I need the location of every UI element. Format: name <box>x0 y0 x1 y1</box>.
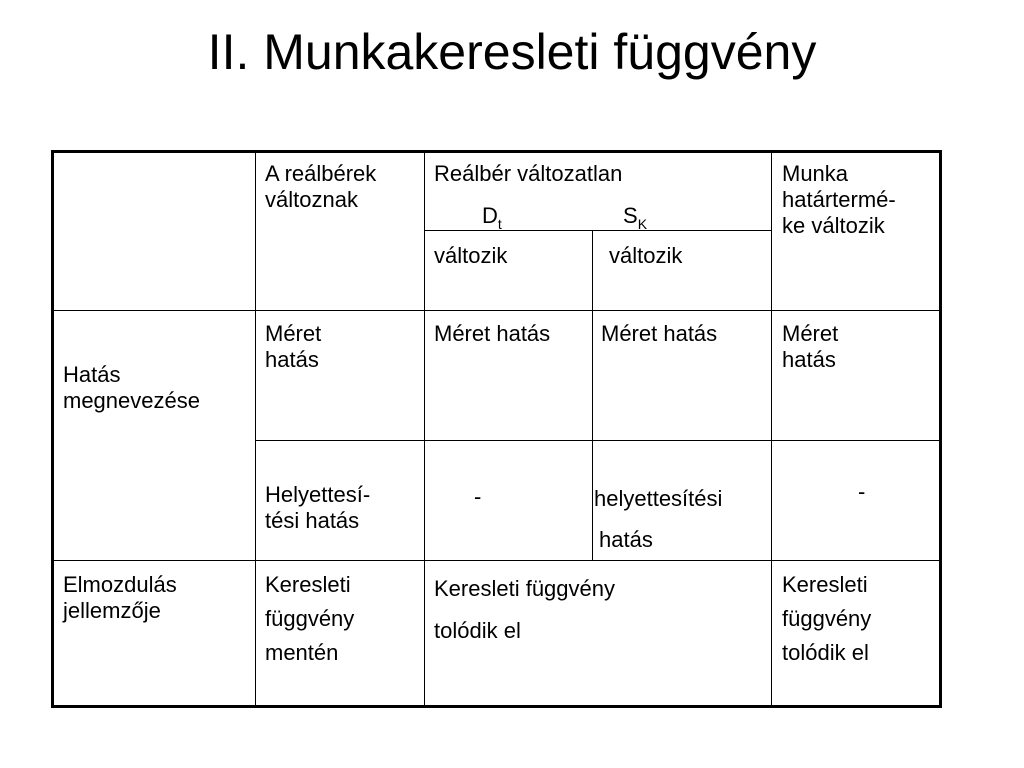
table-cell <box>434 321 550 347</box>
header-subscript: K <box>637 216 648 232</box>
row-label-text: jellemzője <box>63 598 161 623</box>
table-divider <box>592 230 593 560</box>
header-text: változnak <box>265 187 358 212</box>
header-subscript: t <box>497 216 502 232</box>
row-label-text: megnevezése <box>63 388 200 413</box>
cell-text: Méret <box>265 321 322 346</box>
header-text: Reálbér változatlan <box>434 161 623 186</box>
cell-text: hatás <box>782 347 836 372</box>
header-sk-label <box>623 203 647 231</box>
header-text: változik <box>609 243 683 268</box>
table-cell <box>265 568 354 670</box>
table-divider <box>771 150 772 708</box>
table-cell <box>601 321 717 347</box>
cell-text: Méret hatás <box>434 321 551 346</box>
table-cell <box>782 568 871 670</box>
cell-text: tolódik el <box>434 618 521 643</box>
table-divider <box>255 440 942 441</box>
cell-text: Méret <box>782 321 839 346</box>
table-cell <box>594 486 722 512</box>
table-divider <box>255 150 256 708</box>
header-cell <box>609 243 682 269</box>
table-divider <box>424 230 772 231</box>
header-cell <box>782 161 896 239</box>
cell-text: Keresleti <box>265 572 351 597</box>
header-text: változik <box>434 243 508 268</box>
cell-text: Méret hatás <box>601 321 718 346</box>
table-cell <box>265 321 321 373</box>
cell-text: tési hatás <box>265 508 360 533</box>
cell-text: függvény <box>265 606 355 631</box>
header-text: A reálbérek <box>265 161 377 186</box>
table-cell <box>599 527 653 553</box>
cell-text: hatás <box>599 527 653 552</box>
cell-text: függvény <box>782 606 872 631</box>
header-text: ke változik <box>782 213 885 238</box>
table-cell <box>858 479 865 505</box>
header-cell <box>434 161 622 187</box>
table-cell <box>782 321 838 373</box>
table-cell <box>265 482 370 534</box>
header-cell <box>434 243 507 269</box>
table-cell <box>434 568 615 652</box>
cell-text: tolódik el <box>782 640 869 665</box>
row-label <box>63 362 200 414</box>
row-label-text: Elmozdulás <box>63 572 177 597</box>
row-label <box>63 572 177 624</box>
header-text: Munka <box>782 161 849 186</box>
cell-text: - <box>474 484 482 509</box>
page-title: II. Munkakeresleti függvény <box>207 24 817 80</box>
cell-text: - <box>858 479 866 504</box>
cell-text: mentén <box>265 640 339 665</box>
header-text: S <box>623 203 638 228</box>
cell-text: Keresleti <box>782 572 868 597</box>
table-cell <box>474 484 481 510</box>
cell-text: hatás <box>265 347 319 372</box>
header-cell <box>265 161 376 213</box>
table-divider <box>424 150 425 708</box>
row-label-text: Hatás <box>63 362 121 387</box>
header-text: D <box>482 203 498 228</box>
cell-text: Keresleti függvény <box>434 576 615 601</box>
header-text: határtermé- <box>782 187 896 212</box>
table-divider <box>51 310 942 311</box>
header-dt-label <box>482 203 502 231</box>
table-divider <box>51 560 942 561</box>
cell-text: helyettesítési <box>594 486 723 511</box>
cell-text: Helyettesí- <box>265 482 371 507</box>
